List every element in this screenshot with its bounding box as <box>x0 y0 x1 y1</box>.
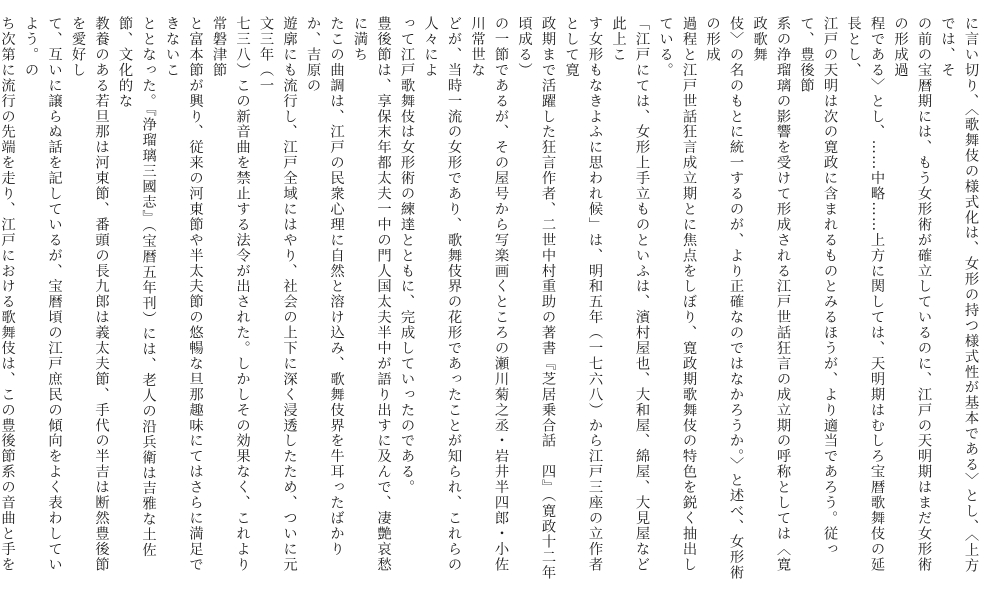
text-line: て、互いに譲らぬ話を記しているが、宝暦頃の江戸庶民の傾向をよく表わしていよう。の <box>23 16 63 573</box>
text-line: って江戸歌舞伎は女形術の練達とともに、完成していったのである。 <box>399 16 415 495</box>
text-line: ととなった。『浄瑠璃三國志』（宝暦五年刊）には、老人の沿兵衛は吉雅な土佐節、文化的な <box>117 16 157 558</box>
vertical-text-body <box>0 16 982 586</box>
text-line: 教養のある若旦那は河東節、番頭の長九郎は義太夫節、手代の半吉は断然豊後節を愛好し <box>70 16 110 573</box>
text-line: 遊廓にも流行し、江戸全域にはやり、社会の上下に深く浸透したため、ついに元文三年（一 <box>258 16 298 573</box>
text-line: 政期まで活躍した狂言作者、二世中村重助の著書『芝居乗合話 四』（寛政十二年頃成る） <box>516 16 556 581</box>
text-line: の一節であるが、その屋号から写楽画くところの瀬川菊之丞・岩井半四郎・小佐川常世な <box>469 16 509 573</box>
text-line: 「江戸にては、女形上手立ものといふは、濱村屋也、大和屋、綿屋、大見屋など此上こ <box>610 16 650 573</box>
text-line: 豊後節は、享保末年都太夫一中の門人国太夫半中が語り出すに及んで、凄艶哀愁に満ち <box>352 16 392 573</box>
text-line: どが、当時一流の女形であり、歌舞伎界の花形であったことが知られ、これらの人々によ <box>422 16 462 573</box>
text-line: ち次第に流行の先端を走り、江戸における歌舞伎は、この豊後節系の音曲と手を <box>0 16 16 573</box>
text-line: 伎〉の名のもとに統一するのが、より正確なのではなかろうか。〉と述べ、女形術の形成 <box>704 16 744 581</box>
text-line: たこの曲調は、江戸の民衆心理に自然と溶け込み、歌舞伎界を牛耳ったばかりか、吉原の <box>305 16 345 557</box>
text-line: に言い切り、〈歌舞伎の様式化は、女形の持つ様式性が基本である〉とし、〈上方では、そ <box>939 16 979 574</box>
text-line: と富本節が興り、従来の河東節や半太夫節の悠暢な旦那趣味にてはさらに満足できないこ <box>164 16 204 573</box>
text-line: 七三八）この新音曲を禁止する法令が出された。しかしその効果なく、これより常磐津節 <box>211 16 251 573</box>
text-line: 系の浄瑠璃の影響を受けて形成される江戸世話狂言の成立期の呼称としては〈寛政歌舞 <box>751 16 791 573</box>
text-line: の前の宝暦期には、もう女形術が確立しているのに、江戸の天明期はまだ女形術の形成過 <box>892 16 932 573</box>
text-line: 過程と江戸世話狂言成立期とに焦点をしぼり、寛政期歌舞伎の特色を鋭く抽出している。 <box>657 16 697 573</box>
text-line: 程である〉とし、……中略……上方に関しては、天明期はむしろ宝暦歌舞伎の延長とし、 <box>845 16 885 573</box>
text-line: す女形もなきよふに思われ候」は、明和五年（一七六八）から江戸三座の立作者として寛 <box>563 16 603 573</box>
text-line: 江戸の天明は次の寛政に含まれるものとみるほうが、より適当であろう。従って、豊後節 <box>798 16 838 557</box>
